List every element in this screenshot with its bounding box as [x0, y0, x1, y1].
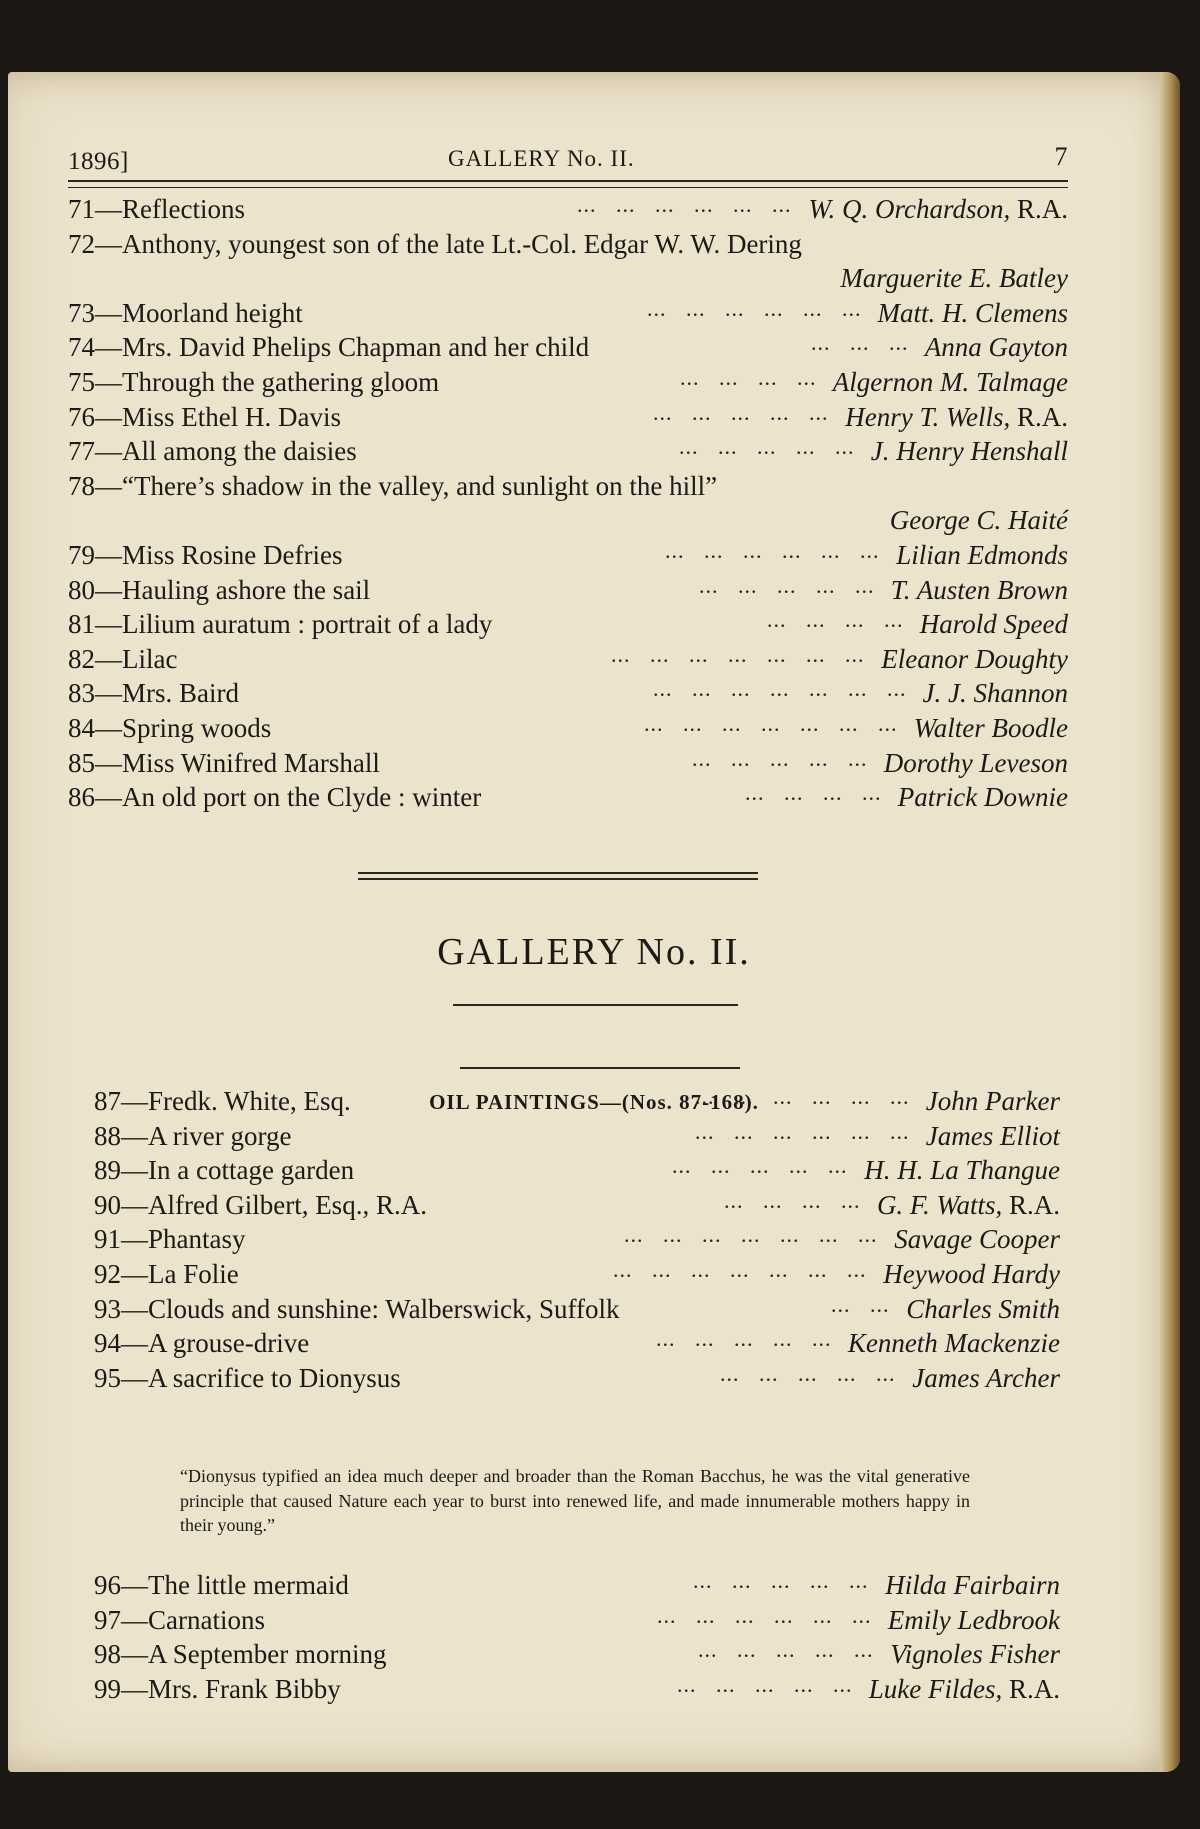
entry-artist [878, 296, 1068, 331]
catalogue-entry [68, 261, 1068, 296]
artist-name: Matt. H. Clemens [877, 297, 1068, 328]
leader-dots: ... ... ... ... ... ... ... [613, 1256, 867, 1282]
entry-artist [881, 642, 1068, 677]
catalogue-entry [68, 607, 1068, 642]
artist-name: James Elliot [925, 1120, 1060, 1151]
entry-artist [923, 676, 1068, 711]
entry-title: 95—A sacrifice to Dionysus [94, 1362, 401, 1393]
catalogue-entry [68, 296, 1068, 331]
catalogue-entry [94, 1637, 1060, 1672]
subheading-rule [460, 1067, 740, 1069]
artist-name: Eleanor Doughty [881, 643, 1068, 674]
entries-list-continued [94, 1568, 1060, 1706]
entry-title: 90—Alfred Gilbert, Esq., R.A. [94, 1189, 427, 1220]
catalogue-entry [94, 1326, 1060, 1361]
catalogue-entry [94, 1361, 1060, 1396]
entry-artist [869, 1672, 1060, 1707]
catalogue-entry [94, 1222, 1060, 1257]
leader-dots: ... ... ... ... ... [720, 1360, 896, 1386]
entry-title: 94—A grouse-drive [94, 1328, 310, 1359]
entry-title: 91—Phantasy [94, 1224, 246, 1255]
catalogue-entry [68, 780, 1068, 815]
entry-artist [891, 573, 1068, 608]
catalogue-entry [94, 1153, 1060, 1188]
entry-title: 87—Fredk. White, Esq. [94, 1086, 351, 1116]
leader-dots: ... ... ... ... [767, 607, 904, 633]
leader-dots: ... ... ... ... ... ... [577, 192, 792, 217]
artist-suffix: R.A. [1016, 194, 1068, 224]
catalogue-entry [68, 227, 1068, 262]
entry-title: 75—Through the gathering gloom [68, 366, 440, 397]
entries-list-oil-paintings [94, 1084, 1060, 1395]
catalogue-entry [68, 746, 1068, 781]
running-header [68, 132, 1068, 176]
entry-title: 80—Hauling ashore the sail [68, 574, 371, 605]
artist-name: G. F. Watts, [876, 1189, 1003, 1220]
entry-title: 88—A river gorge [94, 1120, 292, 1151]
catalogue-entry [68, 365, 1068, 400]
entry-title: 79—Miss Rosine Defries [68, 539, 343, 570]
heading-rule [453, 1004, 738, 1006]
entry-artist [898, 780, 1068, 815]
entry-title: 93—Clouds and sunshine: Walberswick, Suffolk [94, 1293, 620, 1324]
section-divider-top [358, 872, 758, 874]
page-edge [1160, 72, 1180, 1772]
artist-name: Charles Smith [906, 1293, 1060, 1324]
header-gallery: GALLERY No. II. [448, 146, 635, 171]
entry-artist [864, 1153, 1060, 1188]
artist-name: J. J. Shannon [922, 678, 1068, 709]
leader-dots: ... ... [831, 1291, 890, 1317]
artist-name: Lilian Edmonds [896, 539, 1068, 570]
artist-name: Hilda Fairbairn [885, 1570, 1060, 1600]
gallery-heading: GALLERY No. II. [437, 931, 751, 973]
entry-title: 71—Reflections [68, 194, 245, 224]
entry-title: 86—An old port on the Clyde : winter [68, 782, 482, 813]
catalogue-entry [94, 1292, 1060, 1327]
entry-artist [840, 261, 1068, 296]
artist-name: Harold Speed [919, 609, 1068, 640]
leader-dots: ... ... ... ... ... ... [695, 1118, 910, 1144]
artist-name: Emily Ledbrook [887, 1604, 1060, 1635]
entry-title: 89—In a cottage garden [94, 1155, 355, 1186]
leader-dots: ... ... ... ... ... ... [695, 1084, 910, 1109]
artist-name: Vignoles Fisher [890, 1639, 1060, 1670]
leader-dots: ... ... ... ... ... ... ... [611, 641, 865, 667]
entry-artist [896, 538, 1068, 573]
catalogue-entry [94, 1257, 1060, 1292]
entry-title: 96—The little mermaid [94, 1570, 349, 1600]
artist-name: Dorothy Leveson [883, 747, 1068, 778]
section-subheading: OIL PAINTINGS—(Nos. 87-168). [429, 1090, 759, 1114]
artist-name: Algernon M. Talmage [832, 366, 1068, 397]
entry-artist [871, 434, 1068, 469]
entry-artist [926, 1119, 1060, 1154]
catalogue-entry [94, 1568, 1060, 1603]
artist-name: T. Austen Brown [890, 574, 1068, 605]
entry-title: 73—Moorland height [68, 297, 303, 328]
catalogue-entry [68, 642, 1068, 677]
catalogue-entry [68, 503, 1068, 538]
catalogue-page [8, 72, 1180, 1772]
leader-dots: ... ... ... ... ... ... ... [624, 1222, 878, 1248]
catalogue-entry [94, 1119, 1060, 1154]
entry-title: 72—Anthony, youngest son of the late Lt.-Col. Edgar W. W. Dering [68, 228, 802, 259]
catalogue-entry [68, 192, 1068, 227]
entry-artist [888, 1603, 1060, 1638]
entry-artist [912, 1361, 1060, 1396]
entry-artist [914, 711, 1068, 746]
catalogue-entry [68, 676, 1068, 711]
artist-name: Patrick Downie [897, 782, 1068, 813]
artist-name: H. H. La Thangue [864, 1155, 1060, 1186]
catalogue-entry [94, 1603, 1060, 1638]
entry-artist [845, 400, 1068, 435]
catalogue-entry [94, 1188, 1060, 1223]
artist-suffix: R.A. [1016, 401, 1068, 432]
leader-dots: ... ... ... ... ... ... [665, 537, 880, 563]
leader-dots: ... ... ... ... ... ... [647, 295, 862, 321]
artist-name: W. Q. Orchardson, [808, 194, 1011, 224]
catalogue-entry [68, 469, 1068, 504]
catalogue-entry [68, 400, 1068, 435]
artist-suffix: R.A. [1008, 1189, 1060, 1220]
leader-dots: ... ... ... ... ... ... ... [644, 710, 898, 736]
leader-dots: ... ... ... ... ... [656, 1326, 832, 1352]
page-number: 7 [1054, 142, 1068, 171]
leader-dots: ... ... ... ... ... [653, 399, 829, 425]
leader-dots: ... ... ... ... ... [699, 572, 875, 598]
dionysus-quote: “Dionysus typified an idea much deeper and broader than the Roman Bacchus, he was the vital generative principle that caused Nature each year to burst into renewed life, and made innumerable mothers happy in their young.” [180, 1466, 970, 1535]
entry-artist [833, 365, 1068, 400]
entry-artist [926, 1084, 1060, 1119]
artist-name: Walter Boodle [913, 712, 1068, 743]
leader-dots: ... ... ... ... ... ... [657, 1602, 872, 1628]
leader-dots: ... ... ... ... [680, 364, 817, 390]
entry-artist [906, 1292, 1060, 1327]
catalogue-entry [68, 711, 1068, 746]
entry-artist [885, 1568, 1060, 1603]
leader-dots: ... ... ... ... ... ... ... [653, 676, 907, 702]
entry-title: 82—Lilac [68, 643, 178, 674]
entry-title: 81—Lilium auratum : portrait of a lady [68, 609, 493, 640]
entry-title: 97—Carnations [94, 1604, 265, 1635]
catalogue-entry [68, 434, 1068, 469]
entry-title: 83—Mrs. Baird [68, 678, 239, 709]
entry-title: 98—A September morning [94, 1639, 387, 1670]
catalogue-entry [68, 538, 1068, 573]
entry-artist [894, 1222, 1060, 1257]
entry-artist [808, 192, 1068, 227]
header-year: 1896] [68, 148, 129, 175]
entry-title: 85—Miss Winifred Marshall [68, 747, 380, 778]
catalogue-entry [68, 330, 1068, 365]
entry-artist [877, 1188, 1060, 1223]
catalogue-entry [94, 1084, 1060, 1119]
entry-title: 78—“There’s shadow in the valley, and sunlight on the hill” [68, 470, 718, 501]
leader-dots: ... ... ... ... ... [693, 1568, 869, 1593]
artist-name: James Archer [912, 1362, 1060, 1393]
entries-list-top [68, 192, 1068, 815]
entry-artist [890, 503, 1068, 538]
artist-name: Savage Cooper [894, 1224, 1060, 1255]
entry-title: 84—Spring woods [68, 712, 272, 743]
entry-artist [890, 1637, 1060, 1672]
artist-name: J. Henry Henshall [870, 436, 1068, 467]
artist-name: Anna Gayton [924, 332, 1068, 363]
artist-name: Henry T. Wells, [845, 401, 1011, 432]
section-divider-bottom [358, 878, 758, 880]
artist-name: Luke Fildes, [868, 1673, 1003, 1704]
artist-suffix: R.A. [1008, 1673, 1060, 1704]
artist-name: Heywood Hardy [883, 1258, 1060, 1289]
leader-dots: ... ... ... ... ... [698, 1637, 874, 1663]
catalogue-entry [68, 573, 1068, 608]
entry-artist [920, 607, 1068, 642]
leader-dots: ... ... ... ... [724, 1187, 861, 1213]
entry-title: 77—All among the daisies [68, 436, 357, 467]
leader-dots: ... ... ... ... ... [679, 434, 855, 460]
entry-artist [883, 1257, 1060, 1292]
entry-title: 76—Miss Ethel H. Davis [68, 401, 341, 432]
header-rule [68, 180, 1068, 188]
leader-dots: ... ... ... ... ... [677, 1671, 853, 1697]
entry-title: 99—Mrs. Frank Bibby [94, 1673, 341, 1704]
entry-title: 74—Mrs. David Phelips Chapman and her child [68, 332, 590, 363]
leader-dots: ... ... ... [811, 330, 909, 356]
leader-dots: ... ... ... ... ... [672, 1153, 848, 1179]
entry-artist [925, 330, 1068, 365]
leader-dots: ... ... ... ... ... [692, 745, 868, 771]
artist-name: George C. Haité [889, 505, 1068, 536]
artist-name: Kenneth Mackenzie [847, 1328, 1060, 1359]
entry-title: 92—La Folie [94, 1258, 239, 1289]
entry-artist [848, 1326, 1060, 1361]
artist-name: Marguerite E. Batley [840, 263, 1068, 294]
leader-dots: ... ... ... ... [745, 780, 882, 806]
artist-name: John Parker [925, 1086, 1060, 1116]
catalogue-entry [94, 1672, 1060, 1707]
entry-artist [884, 746, 1068, 781]
